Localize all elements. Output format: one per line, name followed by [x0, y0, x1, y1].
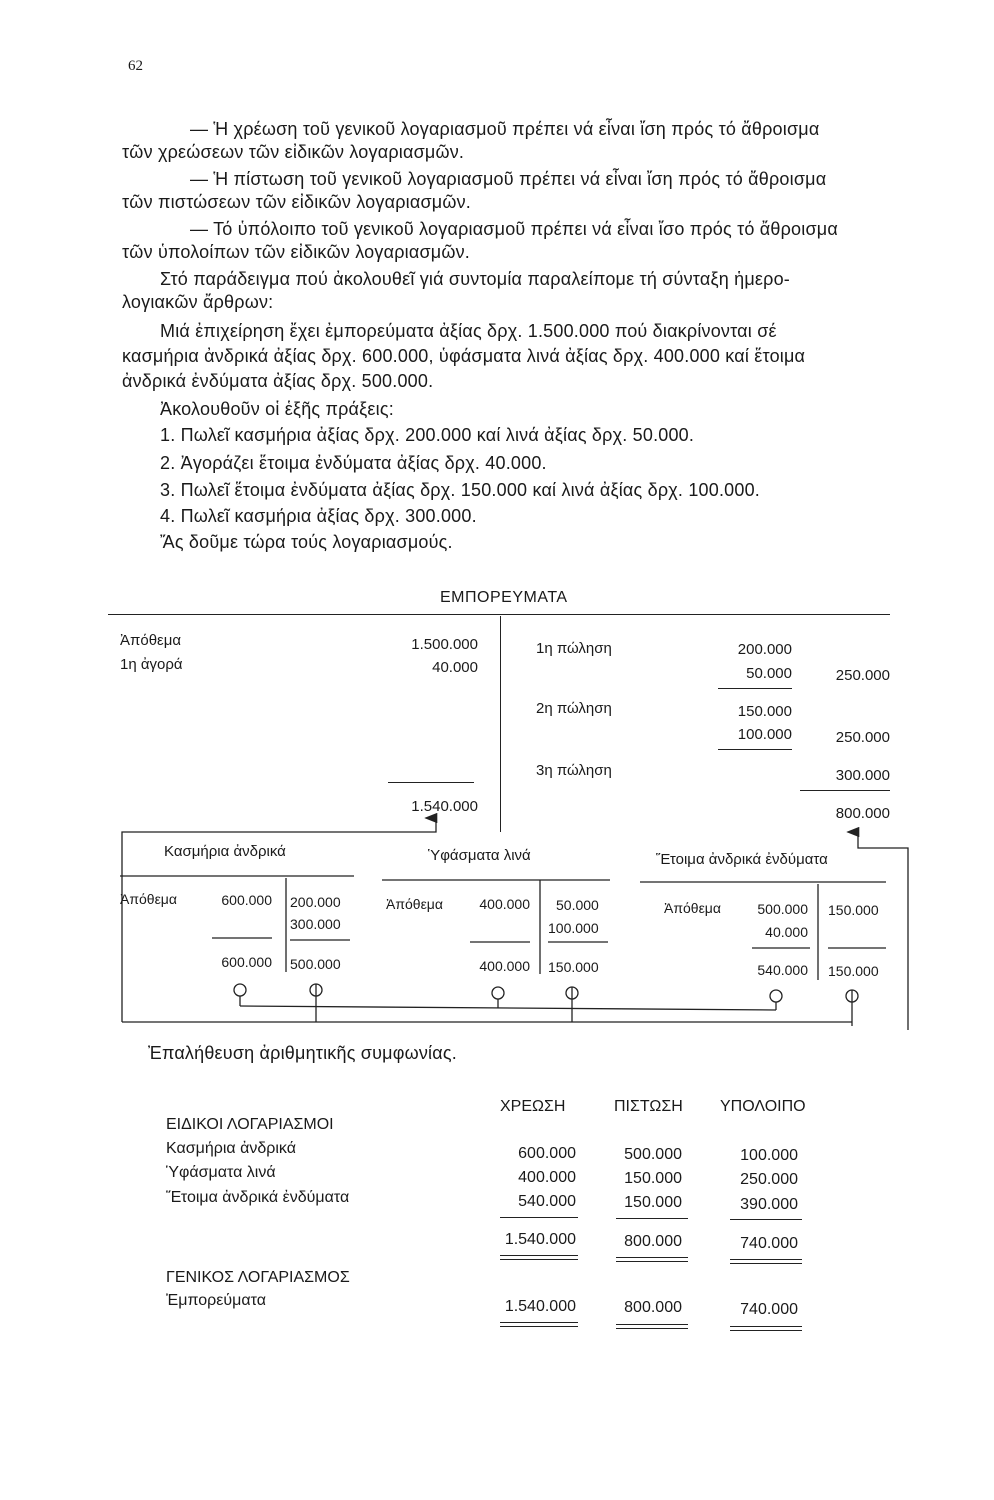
- col-header-balance: ΥΠΟΛΟΙΠΟ: [720, 1098, 806, 1115]
- paragraph-line: Στό παράδειγμα πού ἀκολουθεῖ γιά συντομία παραλείπομε τή σύνταξη ἡμερο-: [160, 269, 790, 289]
- credit-subtotal: 250.000: [835, 667, 890, 684]
- total-balance: 740.000: [740, 1235, 798, 1252]
- row-credit: 150.000: [624, 1170, 682, 1187]
- double-line: [730, 1330, 802, 1331]
- sub-debit: 600.000: [221, 892, 272, 908]
- list-item: 2. Ἀγοράζει ἕτοιμα ἐνδύματα ἀξίας δρχ. 40.000.: [160, 453, 547, 473]
- row-debit: 400.000: [518, 1169, 576, 1186]
- sub-account-title: Ὑφάσματα λινά: [428, 847, 531, 864]
- row-name: Ἕτοιμα ἀνδρικά ἐνδύματα: [166, 1189, 350, 1206]
- double-line: [730, 1326, 802, 1327]
- row-name: Κασμήρια ἀνδρικά: [166, 1140, 296, 1157]
- section-title-special: ΕΙΔΙΚΟΙ ΛΟΓΑΡΙΑΣΜΟΙ: [166, 1116, 334, 1133]
- credit-total: 800.000: [835, 805, 890, 822]
- debit-amount: 1.500.000: [411, 636, 478, 653]
- paragraph-line: τῶν πιστώσεων τῶν εἰδικῶν λογαριασμῶν.: [122, 192, 471, 212]
- total-debit: 1.540.000: [504, 1231, 576, 1248]
- double-line: [500, 1322, 578, 1323]
- sum-line: [616, 1218, 688, 1219]
- paragraph-line: κασμήρια ἀνδρικά ἀξίας δρχ. 600.000, ὑφάσματα λινά ἀξίας δρχ. 400.000 καί ἕτοιμα: [122, 346, 806, 366]
- credit-amount: 200.000: [737, 641, 792, 658]
- debit-total: 1.540.000: [411, 798, 478, 815]
- section-title-general: ΓΕΝΙΚΟΣ ΛΟΓΑΡΙΑΣΜΟΣ: [166, 1269, 350, 1286]
- sub-debit-total: 600.000: [221, 954, 272, 970]
- row-name: Ὑφάσματα λινά: [166, 1164, 276, 1181]
- row-debit: 600.000: [518, 1145, 576, 1162]
- paragraph-line: Ἄς δοῦμε τώρα τούς λογαριασμούς.: [160, 532, 453, 552]
- double-line: [616, 1261, 688, 1262]
- sub-credit: 50.000: [556, 897, 599, 913]
- credit-subtotal: 250.000: [835, 729, 890, 746]
- sub-credit: 100.000: [548, 920, 599, 936]
- credit-amount: 50.000: [746, 665, 792, 682]
- sub-debit: 500.000: [757, 901, 808, 917]
- sub-account-title: Κασμήρια ἀνδρικά: [164, 843, 286, 860]
- list-item: 3. Πωλεῖ ἕτοιμα ἐνδύματα ἀξίας δρχ. 150.000 καί λινά ἀξίας δρχ. 100.000.: [160, 480, 760, 500]
- verification-title: Ἐπαλήθευση ἀριθμητικῆς συμφωνίας.: [148, 1043, 457, 1063]
- double-line: [616, 1257, 688, 1258]
- paragraph-line: ἀνδρικά ἐνδύματα ἀξίας δρχ. 500.000.: [122, 371, 434, 391]
- sub-credit-total: 500.000: [290, 956, 341, 972]
- sub-credit-total: 150.000: [828, 963, 879, 979]
- general-debit: 1.540.000: [504, 1298, 576, 1315]
- col-header-debit: ΧΡΕΩΣΗ: [500, 1098, 566, 1115]
- double-line: [730, 1263, 802, 1264]
- row-name: Ἐμπορεύματα: [166, 1292, 266, 1309]
- double-line: [500, 1326, 578, 1327]
- double-line: [500, 1255, 578, 1256]
- sub-account-label: Ἀπόθεμα: [386, 896, 443, 912]
- sub-debit-total: 400.000: [479, 958, 530, 974]
- debit-label: 1η ἀγορά: [120, 656, 183, 673]
- row-credit: 500.000: [624, 1146, 682, 1163]
- debit-label: Ἀπόθεμα: [120, 632, 182, 649]
- general-credit: 800.000: [624, 1299, 682, 1316]
- sub-account-label: Ἀπόθεμα: [120, 891, 177, 907]
- sub-credit-total: 150.000: [548, 959, 599, 975]
- debit-amount: 40.000: [432, 659, 478, 676]
- sub-debit: 40.000: [765, 924, 808, 940]
- sub-debit-total: 540.000: [757, 962, 808, 978]
- paragraph-line: — Ἡ χρέωση τοῦ γενικοῦ λογαριασμοῦ πρέπει νά εἶναι ἴση πρός τό ἄθροισμα: [190, 119, 820, 139]
- paragraph-line: τῶν ὑπολοίπων τῶν εἰδικῶν λογαριασμῶν.: [122, 242, 470, 262]
- row-balance: 390.000: [740, 1196, 798, 1213]
- paragraph-line: Ἀκολουθοῦν οἱ ἑξῆς πράξεις:: [160, 399, 394, 419]
- credit-label: 2η πώληση: [536, 700, 612, 717]
- sum-line: [500, 1217, 578, 1218]
- paragraph-line: — Ἡ πίστωση τοῦ γενικοῦ λογαριασμοῦ πρέπει νά εἶναι ἴση πρός τό ἄθροισμα: [190, 169, 827, 189]
- sum-line: [730, 1219, 802, 1220]
- sub-credit: 300.000: [290, 916, 341, 932]
- paragraph-line: λογιακῶν ἄρθρων:: [122, 292, 274, 312]
- sub-debit: 400.000: [479, 896, 530, 912]
- credit-subtotal: 300.000: [835, 767, 890, 784]
- total-credit: 800.000: [624, 1233, 682, 1250]
- double-line: [500, 1259, 578, 1260]
- row-balance: 100.000: [740, 1147, 798, 1164]
- credit-label: 1η πώληση: [536, 640, 612, 657]
- page-number: 62: [128, 58, 143, 74]
- credit-amount: 100.000: [737, 726, 792, 743]
- paragraph-line: — Τό ὑπόλοιπο τοῦ γενικοῦ λογαριασμοῦ πρέπει νά εἶναι ἴσο πρός τό ἄθροισμα: [190, 219, 838, 239]
- paragraph-line: Μιά ἐπιχείρηση ἔχει ἐμπορεύματα ἀξίας δρχ. 1.500.000 πού διακρίνονται σέ: [160, 321, 777, 341]
- sub-account-title: Ἕτοιμα ἀνδρικά ἐνδύματα: [656, 851, 828, 868]
- list-item: 4. Πωλεῖ κασμήρια ἀξίας δρχ. 300.000.: [160, 506, 477, 526]
- row-credit: 150.000: [624, 1194, 682, 1211]
- row-debit: 540.000: [518, 1193, 576, 1210]
- credit-amount: 150.000: [737, 703, 792, 720]
- sub-credit: 150.000: [828, 902, 879, 918]
- row-balance: 250.000: [740, 1171, 798, 1188]
- credit-label: 3η πώληση: [536, 762, 612, 779]
- double-line: [616, 1328, 688, 1329]
- col-header-credit: ΠΙΣΤΩΣΗ: [614, 1098, 683, 1115]
- double-line: [730, 1259, 802, 1260]
- list-item: 1. Πωλεῖ κασμήρια ἀξίας δρχ. 200.000 καί λινά ἀξίας δρχ. 50.000.: [160, 425, 695, 445]
- general-balance: 740.000: [740, 1301, 798, 1318]
- paragraph-line: τῶν χρεώσεων τῶν εἰδικῶν λογαριασμῶν.: [122, 142, 465, 162]
- sub-credit: 200.000: [290, 894, 341, 910]
- general-account-title: ΕΜΠΟΡΕΥΜΑΤΑ: [440, 589, 568, 606]
- double-line: [616, 1324, 688, 1325]
- sub-account-label: Ἀπόθεμα: [664, 900, 721, 916]
